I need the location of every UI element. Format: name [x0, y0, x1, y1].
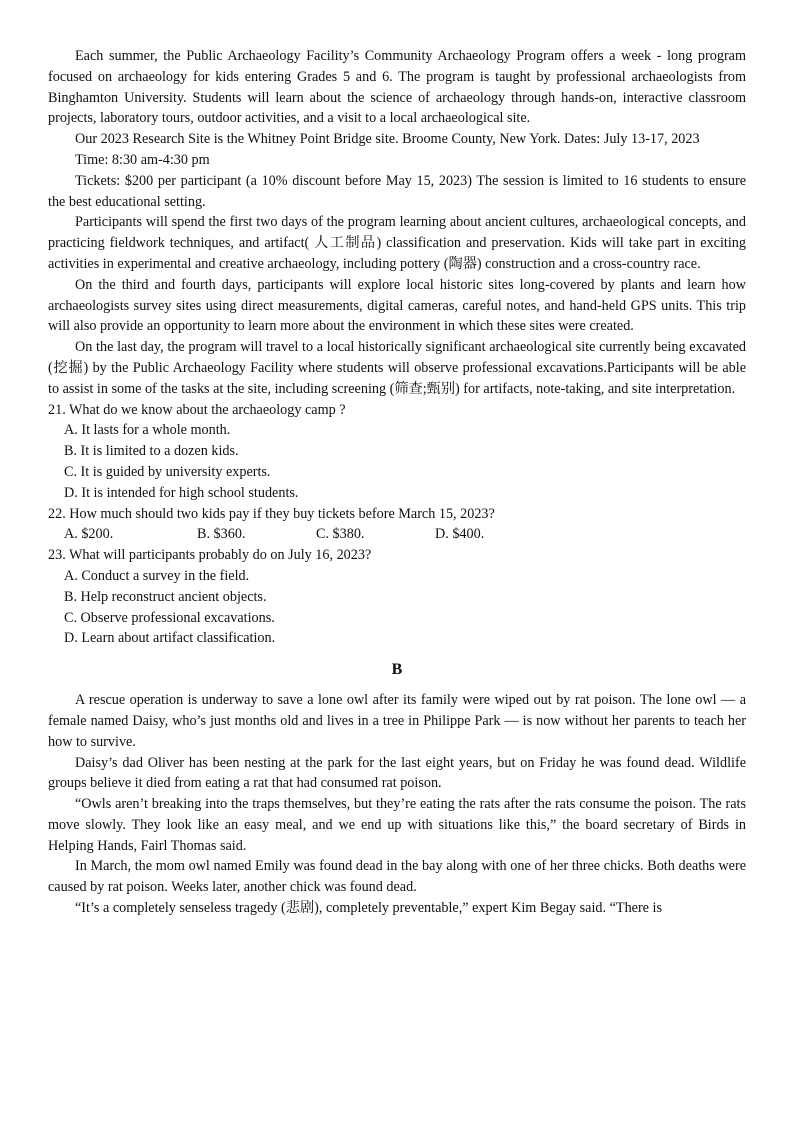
answer-option: B. $360.	[197, 526, 246, 543]
answer-option: C. $380.	[316, 526, 365, 543]
answer-option: A. Conduct a survey in the field.	[64, 567, 250, 584]
answer-options-row	[64, 524, 746, 545]
answer-option: B. Help reconstruct ancient objects.	[64, 588, 267, 605]
answer-option: C. Observe professional excavations.	[64, 609, 275, 626]
answer-option: D. It is intended for high school students.	[64, 484, 299, 501]
answer-option: B. It is limited to a dozen kids.	[64, 443, 239, 460]
passage-a-paragraph: Our 2023 Research Site is the Whitney Point Bridge site. Broome County, New York. Dates: July 13-17, 2023	[75, 131, 700, 148]
passage-b-paragraph: “It’s a completely senseless tragedy (悲剧), completely preventable,” expert Kim Begay said. “There is	[75, 900, 662, 917]
passage-a-paragraph: Participants will spend the first two days of the program learning about ancient cultures, archaeological concepts, and practicing fieldwork techniques, and artifact( 人工制品) classification and preservation. Kids will take part in exciting activities in experimental and creative archaeology, including pottery (陶器) construction and a cross-country race.	[48, 214, 746, 272]
answer-option: A. $200.	[64, 526, 114, 543]
passage-b	[48, 690, 746, 919]
passage-b-paragraph: “Owls aren’t breaking into the traps themselves, but they’re eating the rats after the rats consume the poison. The rats move slowly. They look like an easy meal, and we end up with situations like this,” the board secretary of Birds in Helping Hands, Fairl Thomas said.	[48, 796, 746, 854]
passage-b-paragraph: Daisy’s dad Oliver has been nesting at the park for the last eight years, but on Friday he was found dead. Wildlife groups believe it died from eating a rat that had consumed rat poison.	[48, 754, 746, 792]
answer-option: D. Learn about artifact classification.	[64, 630, 276, 647]
passage-a-paragraph: On the third and fourth days, participants will explore local historic sites long-covered by plants and learn how archaeologists survey sites using direct measurements, digital cameras, careful notes, and hand-held GPS units. This trip will also provide an opportunity to learn more about the environment in which these sites were created.	[48, 276, 746, 335]
passage-a-paragraph: Tickets: $200 per participant (a 10% discount before May 15, 2023) The session is limited to 16 students to ensure the best educational setting.	[48, 172, 746, 210]
question-23	[48, 545, 746, 649]
question-22	[48, 504, 746, 546]
question-stem: 23. What will participants probably do on July 16, 2023?	[48, 547, 372, 564]
passage-a-paragraph: Each summer, the Public Archaeology Facility’s Community Archaeology Program offers a week - long program focused on archaeology for kids entering Grades 5 and 6. The program is taught by professional archaeologists from Binghamton University. Students will learn about the science of archaeology through hands-on, interactive classroom projects, laboratory tours, outdoor activities, and a visit to a local archaeological site.	[48, 48, 746, 127]
section-title: B	[391, 661, 403, 679]
question-stem: 21. What do we know about the archaeology camp ?	[48, 401, 346, 418]
passage-a	[48, 46, 746, 400]
passage-a-paragraph: On the last day, the program will travel to a local historically significant archaeological site currently being excavated (挖掘) by the Public Archaeology Facility where students will observe professional excavations.Participants will be able to assist in some of the tasks at the site, including screening (筛查;甄别) for artifacts, note-taking, and site interpretation.	[48, 339, 746, 397]
answer-option: A. It lasts for a whole month.	[64, 422, 231, 439]
question-21	[48, 400, 746, 504]
passage-a-paragraph: Time: 8:30 am-4:30 pm	[75, 151, 210, 168]
exam-page	[48, 46, 746, 919]
answer-option: D. $400.	[435, 526, 485, 543]
passage-b-paragraph: A rescue operation is underway to save a lone owl after its family were wiped out by rat poison. The lone owl — a female named Daisy, who’s just months old and lives in a tree in Philippe Park — is now without her parents to teach her how to survive.	[48, 692, 746, 750]
passage-b-paragraph: In March, the mom owl named Emily was found dead in the bay along with one of her three chicks. Both deaths were caused by rat poison. Weeks later, another chick was found dead.	[48, 858, 746, 896]
answer-option: C. It is guided by university experts.	[64, 463, 271, 480]
question-stem: 22. How much should two kids pay if they buy tickets before March 15, 2023?	[48, 505, 495, 522]
